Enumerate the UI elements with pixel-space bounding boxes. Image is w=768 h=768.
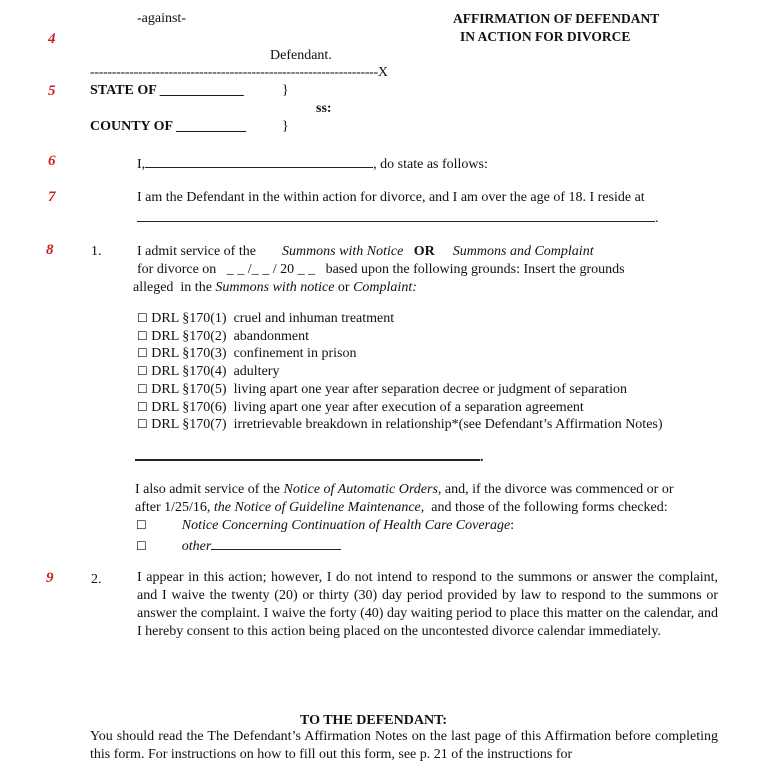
state-of-field[interactable]: STATE OF ____________ bbox=[90, 83, 244, 98]
form-item-health-care[interactable]: ☐ Notice Concerning Continuation of Health Care Coverage: bbox=[136, 518, 515, 533]
name-prefix: I, bbox=[137, 157, 146, 172]
ground-item[interactable]: ☐ DRL §170(4) adultery bbox=[137, 364, 280, 380]
ground-item[interactable]: ☐ DRL §170(7) irretrievable breakdown in relationship*(see Defendant’s Affirmation Notes) bbox=[137, 417, 663, 433]
margin-number-6: 6 bbox=[48, 153, 56, 169]
ground-item[interactable]: ☐ DRL §170(2) abandonment bbox=[137, 328, 309, 344]
notice-line2: after 1/25/16, the Notice of Guideline Maintenance, and those of the following forms checked: bbox=[135, 500, 668, 515]
summons-with-notice: Summons with Notice bbox=[281, 244, 404, 259]
checkbox-icon[interactable]: ☐ bbox=[136, 539, 147, 553]
para1-line1: I admit service of the Summons with Notice OR Summons and Complaint bbox=[137, 244, 594, 259]
checkbox-icon[interactable]: ☐ bbox=[136, 518, 147, 532]
brace-state: } bbox=[282, 83, 289, 98]
county-of-field[interactable]: COUNTY OF __________ bbox=[90, 119, 247, 134]
checkbox-icon[interactable]: ☐ bbox=[137, 328, 148, 343]
ground-item[interactable]: ☐ DRL §170(5) living apart one year after separation decree or judgment of separation bbox=[137, 381, 627, 397]
address-blank[interactable] bbox=[137, 209, 655, 222]
ss-label: ss: bbox=[316, 101, 332, 116]
checkbox-icon[interactable]: ☐ bbox=[137, 311, 148, 325]
margin-number-9: 9 bbox=[46, 570, 54, 586]
against-label: -against- bbox=[137, 11, 186, 26]
caption-separator: ------------------------------------------------------------------X bbox=[90, 65, 388, 80]
address-line: . bbox=[137, 209, 659, 226]
name-line bbox=[137, 155, 488, 172]
to-defendant-heading: TO THE DEFENDANT: bbox=[300, 713, 448, 728]
brace-county: } bbox=[282, 119, 289, 134]
reside-text: I am the Defendant in the within action for divorce, and I am over the age of 18. I reside at bbox=[137, 190, 645, 205]
ground-item[interactable]: ☐ DRL §170(1) cruel and inhuman treatment bbox=[137, 311, 395, 326]
ground-item[interactable]: ☐ DRL §170(6) living apart one year after execution of a separation agreement bbox=[137, 399, 584, 415]
defendant-label: Defendant. bbox=[270, 48, 332, 63]
margin-number-7: 7 bbox=[48, 189, 56, 205]
checkbox-icon[interactable]: ☐ bbox=[137, 346, 148, 361]
checkbox-icon[interactable]: ☐ bbox=[137, 364, 148, 379]
para1-line2: for divorce on _ _ /_ _ / 20 _ _ based upon the following grounds: Insert the grounds bbox=[137, 262, 625, 277]
summons-and-complaint: Summons and Complaint bbox=[452, 244, 594, 259]
grounds-blank[interactable] bbox=[135, 447, 480, 461]
name-suffix: , do state as follows: bbox=[373, 157, 488, 172]
para2-text: I appear in this action; however, I do not intend to respond to the summons or answer the complaint, and I waive the twenty (20) or thirty (30) day period provided by law to respond to the summons or answer the complaint. I waive the forty (40) day waiting period to place this matter on the calendar, and I hereby consent to this action being placed on the uncontested divorce calendar immediately. bbox=[137, 570, 719, 639]
to-defendant-text: You should read the The Defendant’s Affirmation Notes on the last page of this Affirmation before completing this form. For instructions on how to fill out this form, see p. 21 of the instructions for bbox=[90, 729, 718, 762]
form-item-other[interactable]: ☐ other bbox=[136, 537, 341, 554]
checkbox-icon[interactable]: ☐ bbox=[137, 417, 148, 432]
other-blank[interactable] bbox=[211, 537, 341, 550]
margin-number-8: 8 bbox=[46, 242, 54, 258]
para2-number: 2. bbox=[91, 572, 102, 587]
margin-number-4: 4 bbox=[48, 31, 56, 47]
ground-item[interactable]: ☐ DRL §170(3) confinement in prison bbox=[137, 346, 357, 362]
para1-number: 1. bbox=[91, 244, 102, 259]
title-line-1: AFFIRMATION OF DEFENDANT bbox=[453, 11, 660, 26]
margin-number-5: 5 bbox=[48, 83, 56, 99]
name-blank[interactable] bbox=[145, 155, 373, 168]
checkbox-icon[interactable]: ☐ bbox=[137, 399, 148, 414]
title-line-2: IN ACTION FOR DIVORCE bbox=[460, 29, 631, 44]
grounds-blank-line: . bbox=[135, 447, 484, 465]
notice-line1: I also admit service of the Notice of Automatic Orders, and, if the divorce was commenced or or bbox=[135, 482, 674, 497]
para1-line3: alleged in the Summons with notice or Complaint: bbox=[133, 280, 417, 295]
grounds-list bbox=[137, 310, 663, 434]
checkbox-icon[interactable]: ☐ bbox=[137, 381, 148, 396]
